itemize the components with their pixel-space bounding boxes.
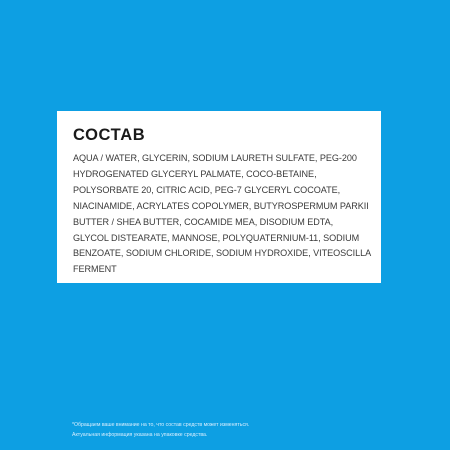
ingredients-heading: СОСТАВ	[73, 126, 146, 144]
disclaimer-note	[72, 420, 402, 440]
ingredients-line: AQUA / WATER, GLYCERIN, SODIUM LAURETH SULFATE, PEG-200	[73, 153, 357, 163]
ingredients-card	[57, 111, 381, 283]
ingredients-list	[73, 151, 372, 278]
ingredients-line: BUTTER / SHEA BUTTER, COCAMIDE MEA, DISODIUM EDTA,	[73, 216, 334, 227]
ingredients-line: BENZOATE, SODIUM CHLORIDE, SODIUM HYDROXIDE, VITEOSCILLA	[73, 248, 372, 259]
ingredients-line: GLYCOL DISTEARATE, MANNOSE, POLYQUATERNIUM-11, SODIUM	[73, 232, 360, 243]
disclaimer-line: *Обращаем ваше внимание на то, что состав средств может изменяться.	[72, 422, 250, 428]
ingredients-line: NIACINAMIDE, ACRYLATES COPOLYMER, BUTYROSPERMUM PARKII	[73, 200, 369, 211]
ingredients-line: POLYSORBATE 20, CITRIC ACID, PEG-7 GLYCERYL COCOATE,	[73, 184, 341, 195]
ingredients-line: FERMENT	[73, 264, 117, 275]
ingredients-line: HYDROGENATED GLYCERYL PALMATE, COCO-BETAINE,	[73, 168, 317, 179]
disclaimer-line: Актуальная информация указана на упаковке средства.	[72, 432, 208, 438]
